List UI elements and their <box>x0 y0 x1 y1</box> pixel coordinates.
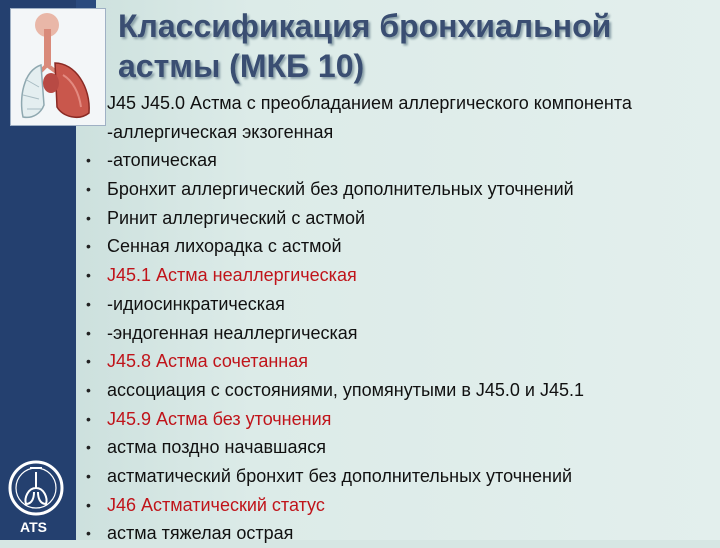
list-item <box>86 405 716 434</box>
list-item-text: -аллергическая экзогенная <box>107 121 334 142</box>
bullet-icon: • <box>86 381 91 398</box>
classification-list <box>86 89 716 548</box>
list-item-text: -эндогенная неаллергическая <box>107 322 358 343</box>
bullet-icon: • <box>86 353 91 370</box>
list-item <box>86 204 716 233</box>
list-item-text: J45.9 Астма без уточнения <box>107 408 332 429</box>
bullet-icon: • <box>86 267 91 284</box>
bullet-icon: • <box>86 496 91 513</box>
slide-title <box>118 6 708 86</box>
list-item <box>86 376 716 405</box>
list-item-text: ассоциация с состояниями, упомянутыми в J45.0 и J45.1 <box>107 379 585 400</box>
bullet-icon: • <box>86 295 91 312</box>
list-item <box>86 319 716 348</box>
list-item <box>86 433 716 462</box>
list-item <box>86 118 716 147</box>
bullet-icon: • <box>86 410 91 427</box>
list-item <box>86 290 716 319</box>
list-item <box>86 347 716 376</box>
bullet-icon: • <box>86 525 91 542</box>
list-item-text: астматический бронхит без дополнительных уточнений <box>107 465 573 486</box>
slide-title-line-2: астмы (МКБ 10) <box>118 48 365 84</box>
list-item <box>86 261 716 290</box>
bullet-icon: • <box>86 439 91 456</box>
list-item <box>86 519 716 548</box>
list-item-text: -атопическая <box>107 150 217 171</box>
slide-title-line-1: Классификация бронхиальной <box>118 8 612 44</box>
list-item-text: J45.1 Астма неаллергическая <box>107 265 357 286</box>
list-item-text: астма тяжелая острая <box>107 523 294 544</box>
list-item-text: Сенная лихорадка с астмой <box>107 236 342 257</box>
list-item-text: Ринит аллергический с астмой <box>107 207 366 228</box>
bullet-icon: • <box>86 324 91 341</box>
list-item <box>86 175 716 204</box>
list-item-text: астма поздно начавшаяся <box>107 437 326 458</box>
list-item <box>86 491 716 520</box>
bullet-icon: • <box>86 181 91 198</box>
list-item-text: J45 J45.0 Астма с преобладанием аллергического компонента <box>107 93 632 113</box>
list-item-text: -идиосинкратическая <box>107 293 285 314</box>
list-item <box>86 462 716 491</box>
list-item-text: Бронхит аллергический без дополнительных уточнений <box>107 179 574 200</box>
list-item <box>86 232 716 261</box>
list-item <box>86 89 716 118</box>
list-item-text: J46 Астматический статус <box>107 494 325 515</box>
bullet-icon: • <box>86 238 91 255</box>
list-item-text: J45.8 Астма сочетанная <box>107 351 308 372</box>
american-thoracic-society-seal-icon <box>6 458 72 538</box>
list-item <box>86 146 716 175</box>
bullet-icon: • <box>86 152 91 169</box>
bullet-icon: • <box>86 467 91 484</box>
ats-text: ATS <box>20 519 47 535</box>
bullet-icon: • <box>86 209 91 226</box>
